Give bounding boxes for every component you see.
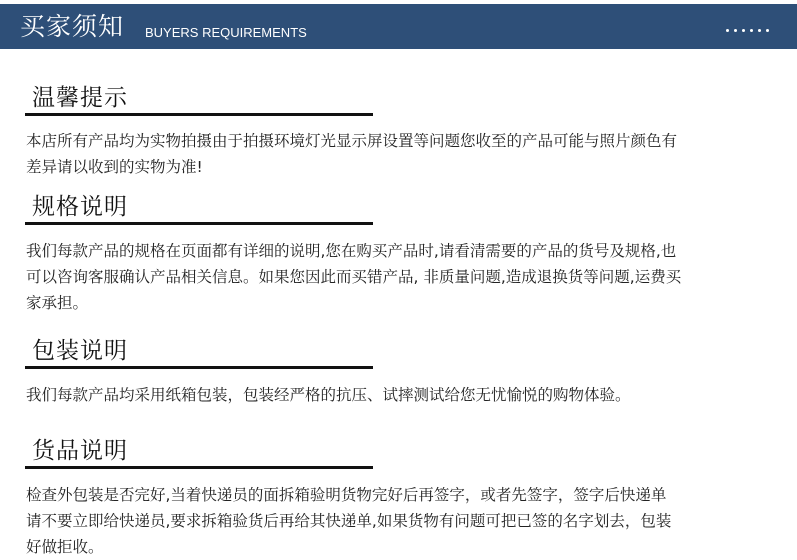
section-divider: [25, 466, 373, 469]
section-body: 我们每款产品的规格在页面都有详细的说明,您在购买产品时,请看清需要的产品的货号及规格,也 可以咨询客服确认产品相关信息。如果您因此而买错产品, 非质量问题,造成退换货等问题,运费买 家承担。: [26, 242, 682, 312]
dot-icon: [726, 29, 729, 32]
section-divider: [25, 366, 373, 369]
section-body: 检查外包装是否完好,当着快递员的面拆箱验明货物完好后再签字，或者先签字，签字后快递单 请不要立即给快递员,要求拆箱验货后再给其快递单,如果货物有问题可把已签的名字划去，包装 好做拒收。: [26, 486, 672, 556]
header-subtitle: BUYERS REQUIREMENTS: [145, 25, 307, 40]
section-title: 温馨提示: [32, 85, 128, 111]
section-divider: [25, 222, 373, 225]
dot-icon: [734, 29, 737, 32]
section-body: 本店所有产品均为实物拍摄由于拍摄环境灯光显示屏设置等问题您收至的产品可能与照片颜色有 差异请以收到的实物为准!: [26, 132, 678, 176]
header-dots-decoration: [726, 29, 786, 37]
section-divider: [25, 113, 373, 116]
dot-icon: [766, 29, 769, 32]
section-title: 包装说明: [32, 338, 128, 364]
page-header: [0, 0, 797, 62]
section-title: 规格说明: [32, 194, 128, 220]
header-title: 买家须知: [20, 12, 125, 41]
dot-icon: [750, 29, 753, 32]
dot-icon: [758, 29, 761, 32]
section-title: 货品说明: [32, 438, 128, 464]
section-body: 我们每款产品均采用纸箱包装，包装经严格的抗压、试摔测试给您无忧愉悦的购物体验。: [26, 386, 631, 404]
dot-icon: [742, 29, 745, 32]
